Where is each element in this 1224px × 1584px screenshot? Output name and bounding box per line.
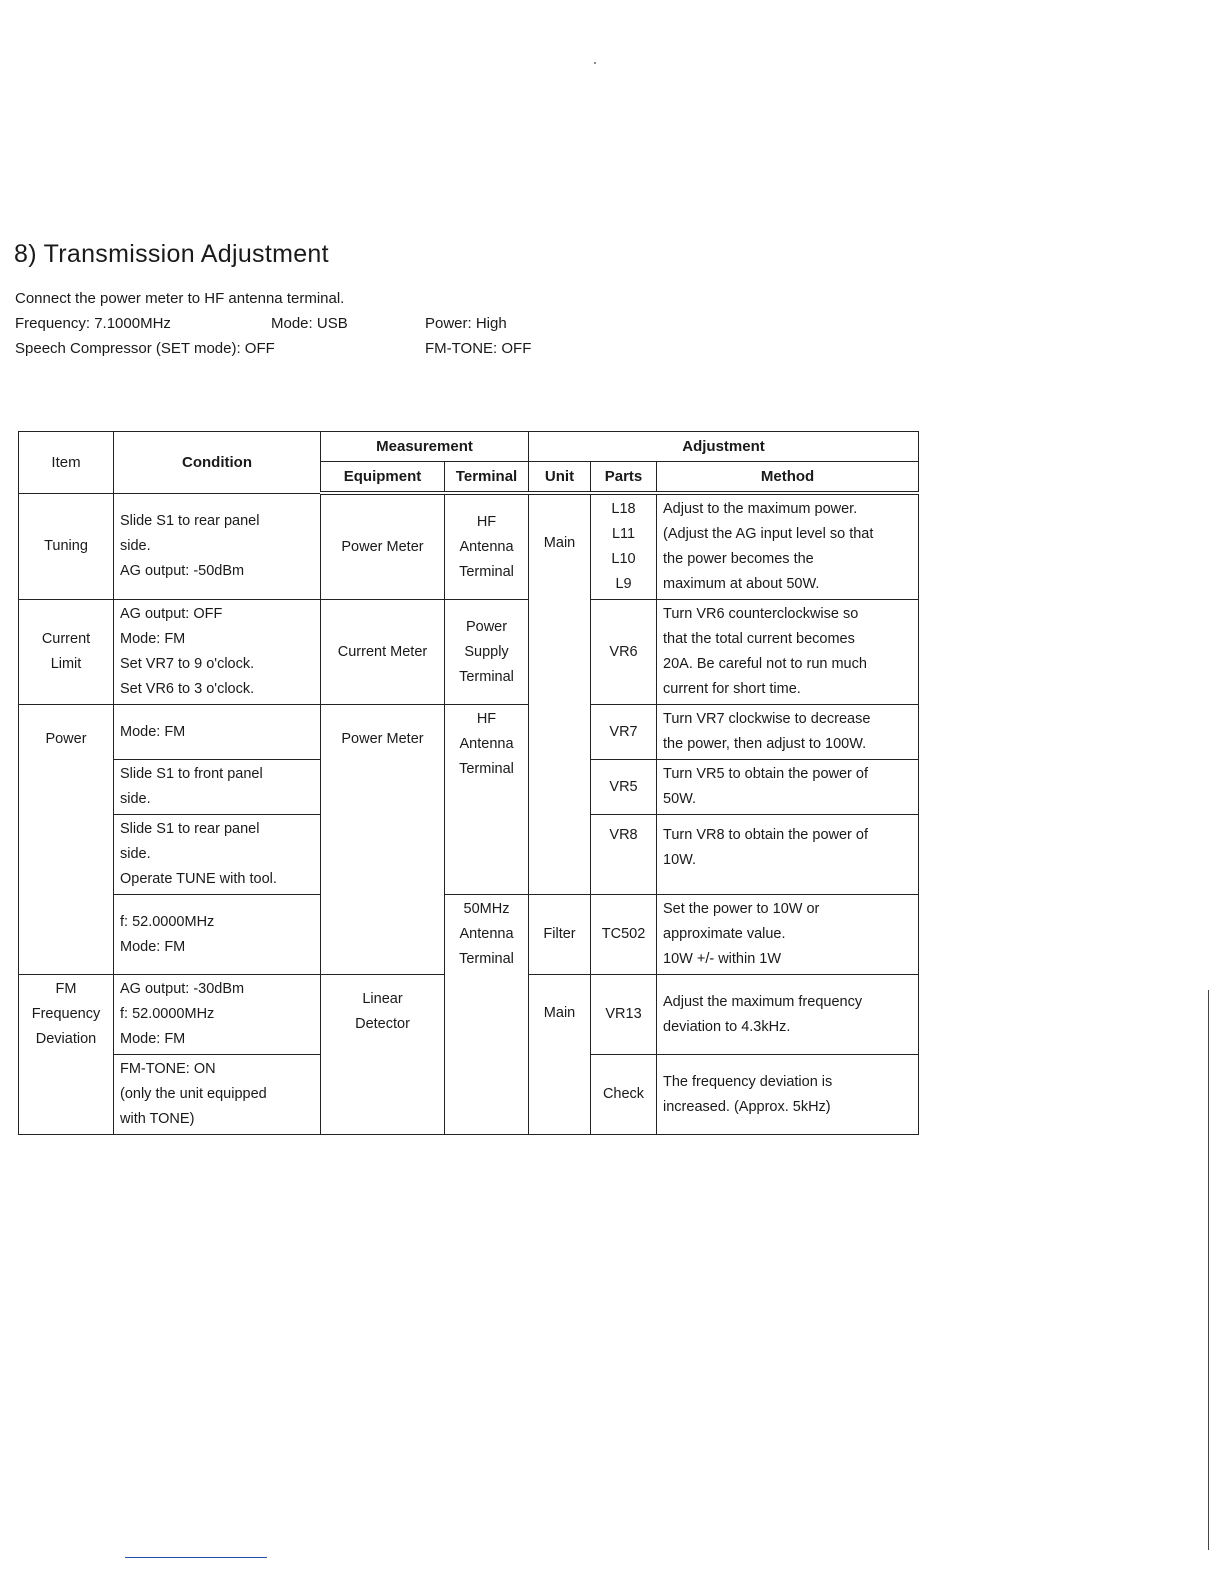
adjustment-table <box>18 431 919 1135</box>
intro-frequency: Frequency: 7.1000MHz <box>15 315 171 332</box>
equipment-cell: Linear Detector <box>321 975 445 1135</box>
parts-cell: L18 L11 L10 L9 <box>591 493 657 600</box>
intro-connect-text: Connect the power meter to HF antenna terminal. <box>15 290 345 307</box>
method-cell: Turn VR7 clockwise to decrease the power, then adjust to 100W. <box>657 705 919 760</box>
item-cell: Current Limit <box>19 600 114 705</box>
item-cell: Tuning <box>19 493 114 600</box>
condition-cell: Mode: FM <box>114 705 321 760</box>
header-condition: Condition <box>114 432 321 494</box>
method-cell: Adjust the maximum frequency deviation to 4.3kHz. <box>657 975 919 1055</box>
table-row-current-limit <box>19 600 919 705</box>
parts-cell: VR5 <box>591 760 657 815</box>
table-row-power-50mhz <box>19 895 919 975</box>
condition-cell: Slide S1 to rear panel side. Operate TUNE with tool. <box>114 815 321 895</box>
table-row-power <box>19 705 919 760</box>
page-title: 8) Transmission Adjustment <box>14 240 329 268</box>
header-adjustment: Adjustment <box>529 432 919 462</box>
condition-cell: AG output: OFF Mode: FM Set VR7 to 9 o'clock. Set VR6 to 3 o'clock. <box>114 600 321 705</box>
method-cell: Turn VR8 to obtain the power of 10W. <box>657 815 919 895</box>
parts-cell: VR8 <box>591 815 657 895</box>
intro-compressor: Speech Compressor (SET mode): OFF <box>15 340 275 357</box>
method-cell: The frequency deviation is increased. (Approx. 5kHz) <box>657 1055 919 1135</box>
terminal-cell: HF Antenna Terminal <box>445 493 529 600</box>
method-cell: Set the power to 10W or approximate value. 10W +/- within 1W <box>657 895 919 975</box>
header-equipment: Equipment <box>321 462 445 494</box>
method-cell: Adjust to the maximum power. (Adjust the AG input level so that the power becomes the maximum at about 50W. <box>657 493 919 600</box>
unit-cell: Main <box>529 493 591 895</box>
header-unit: Unit <box>529 462 591 494</box>
intro-fm-tone: FM-TONE: OFF <box>425 340 532 357</box>
parts-cell: VR13 <box>591 975 657 1055</box>
terminal-cell: Power Supply Terminal <box>445 600 529 705</box>
equipment-cell: Power Meter <box>321 493 445 600</box>
header-parts: Parts <box>591 462 657 494</box>
header-terminal: Terminal <box>445 462 529 494</box>
method-cell: Turn VR6 counterclockwise so that the total current becomes 20A. Be careful not to run much current for short time. <box>657 600 919 705</box>
condition-cell: AG output: -30dBm f: 52.0000MHz Mode: FM <box>114 975 321 1055</box>
parts-cell: TC502 <box>591 895 657 975</box>
equipment-cell: Power Meter <box>321 705 445 975</box>
condition-cell: Slide S1 to rear panel side. AG output: -50dBm <box>114 493 321 600</box>
intro-power: Power: High <box>425 315 507 332</box>
scan-speck <box>594 62 596 64</box>
header-item: Item <box>19 432 114 494</box>
item-cell: FM Frequency Deviation <box>19 975 114 1135</box>
unit-cell: Main <box>529 975 591 1135</box>
parts-cell: VR7 <box>591 705 657 760</box>
parts-cell: Check <box>591 1055 657 1135</box>
condition-cell: Slide S1 to front panel side. <box>114 760 321 815</box>
method-cell: Turn VR5 to obtain the power of 50W. <box>657 760 919 815</box>
table-row-tuning <box>19 493 919 600</box>
parts-cell: VR6 <box>591 600 657 705</box>
condition-cell: f: 52.0000MHz Mode: FM <box>114 895 321 975</box>
condition-cell: FM-TONE: ON (only the unit equipped with TONE) <box>114 1055 321 1135</box>
equipment-cell: Current Meter <box>321 600 445 705</box>
terminal-cell: 50MHz Antenna Terminal <box>445 895 529 1135</box>
item-cell: Power <box>19 705 114 975</box>
unit-cell: Filter <box>529 895 591 975</box>
terminal-cell: HF Antenna Terminal <box>445 705 529 895</box>
header-measurement: Measurement <box>321 432 529 462</box>
footer-rule <box>125 1557 267 1558</box>
right-margin-rule <box>1208 990 1209 1550</box>
header-method: Method <box>657 462 919 494</box>
intro-mode: Mode: USB <box>271 315 348 332</box>
header-row-top <box>19 432 919 462</box>
